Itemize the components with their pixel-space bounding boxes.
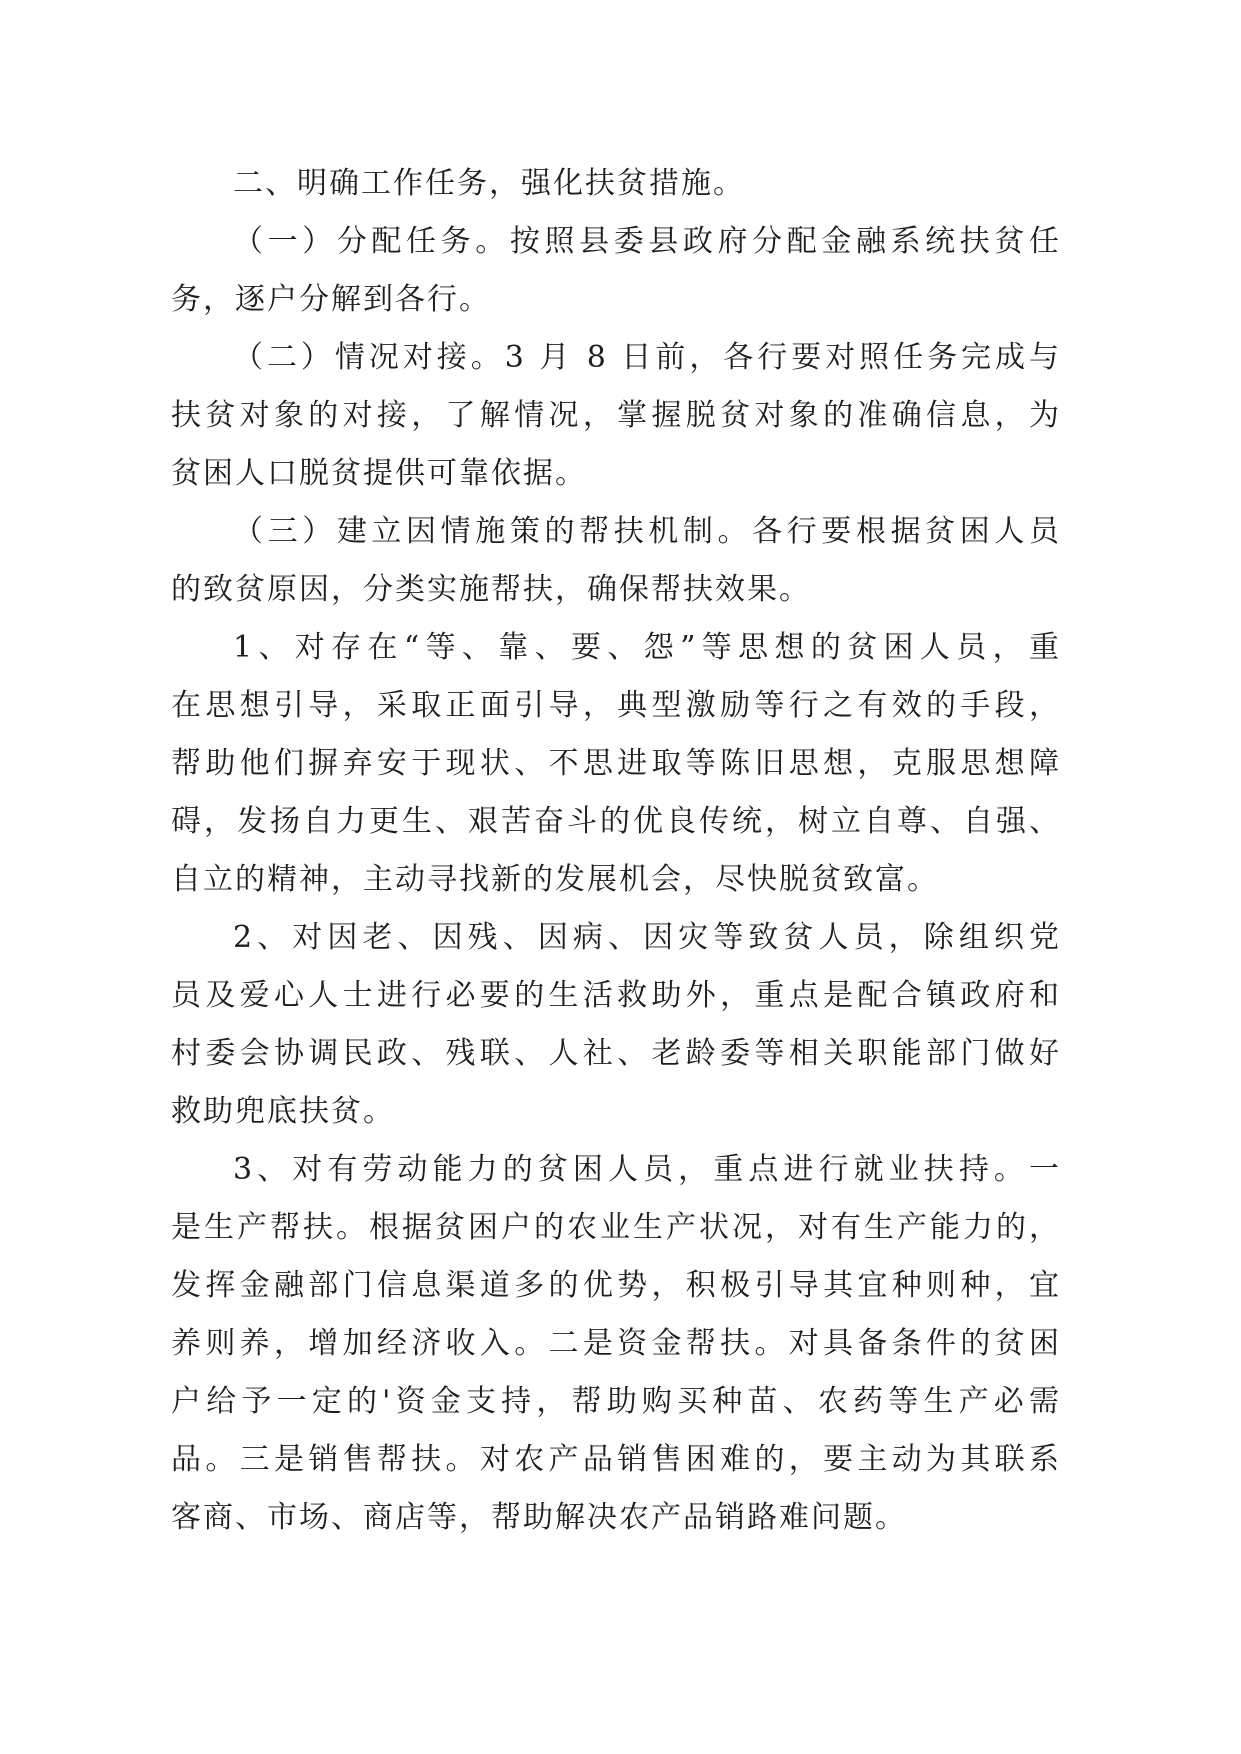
text-line: 扶贫对象的对接，了解情况，掌握脱贫对象的准确信息，为: [171, 398, 1061, 433]
text-line: 碍，发扬自力更生、艰苦奋斗的优良传统，树立自尊、自强、: [171, 804, 1061, 839]
text-line: 3、对有劳动能力的贫困人员，重点进行就业扶持。一: [233, 1152, 1061, 1187]
text-line: 的致贫原因，分类实施帮扶，确保帮扶效果。: [171, 572, 811, 607]
text-line: 二、明确工作任务，强化扶贫措施。: [233, 166, 745, 201]
text-line: 2、对因老、因残、因病、因灾等致贫人员，除组织党: [233, 920, 1061, 955]
text-line: 在思想引导，采取正面引导，典型激励等行之有效的手段，: [171, 688, 1061, 723]
paragraph-situation-docking: [171, 329, 1061, 503]
text-line: 救助兜底扶贫。: [171, 1094, 395, 1129]
text-line: 品。三是销售帮扶。对农产品销售困难的，要主动为其联系: [171, 1442, 1061, 1477]
text-line: （一）分配任务。按照县委县政府分配金融系统扶贫任: [233, 224, 1061, 259]
document-body: [171, 155, 1061, 1547]
text-line: 发挥金融部门信息渠道多的优势，积极引导其宜种则种，宜: [171, 1268, 1061, 1303]
text-line: 务，逐户分解到各行。: [171, 282, 491, 317]
text-line: 村委会协调民政、残联、人社、老龄委等相关职能部门做好: [171, 1036, 1061, 1071]
paragraph-item-1: [171, 619, 1061, 909]
text-line: （三）建立因情施策的帮扶机制。各行要根据贫困人员: [233, 514, 1061, 549]
text-line: 自立的精神，主动寻找新的发展机会，尽快脱贫致富。: [171, 862, 939, 897]
section-heading: [171, 155, 1061, 213]
text-line: 是生产帮扶。根据贫困户的农业生产状况，对有生产能力的，: [171, 1210, 1061, 1245]
text-line: 贫困人口脱贫提供可靠依据。: [171, 456, 587, 491]
text-line: 客商、市场、商店等，帮助解决农产品销路难问题。: [171, 1500, 907, 1535]
text-line: 养则养，增加经济收入。二是资金帮扶。对具备条件的贫困: [171, 1326, 1061, 1361]
text-line: 帮助他们摒弃安于现状、不思进取等陈旧思想，克服思想障: [171, 746, 1061, 781]
paragraph-assistance-mechanism: [171, 503, 1061, 619]
text-line: （二）情况对接。3 月 8 日前，各行要对照任务完成与: [233, 340, 1061, 375]
text-line: 1、对存在“等、靠、要、怨”等思想的贫困人员，重: [233, 630, 1061, 665]
paragraph-task-assignment: [171, 213, 1061, 329]
text-line: 员及爱心人士进行必要的生活救助外，重点是配合镇政府和: [171, 978, 1061, 1013]
paragraph-item-3: [171, 1141, 1061, 1547]
paragraph-item-2: [171, 909, 1061, 1141]
text-line: 户给予一定的'资金支持，帮助购买种苗、农药等生产必需: [171, 1384, 1061, 1419]
